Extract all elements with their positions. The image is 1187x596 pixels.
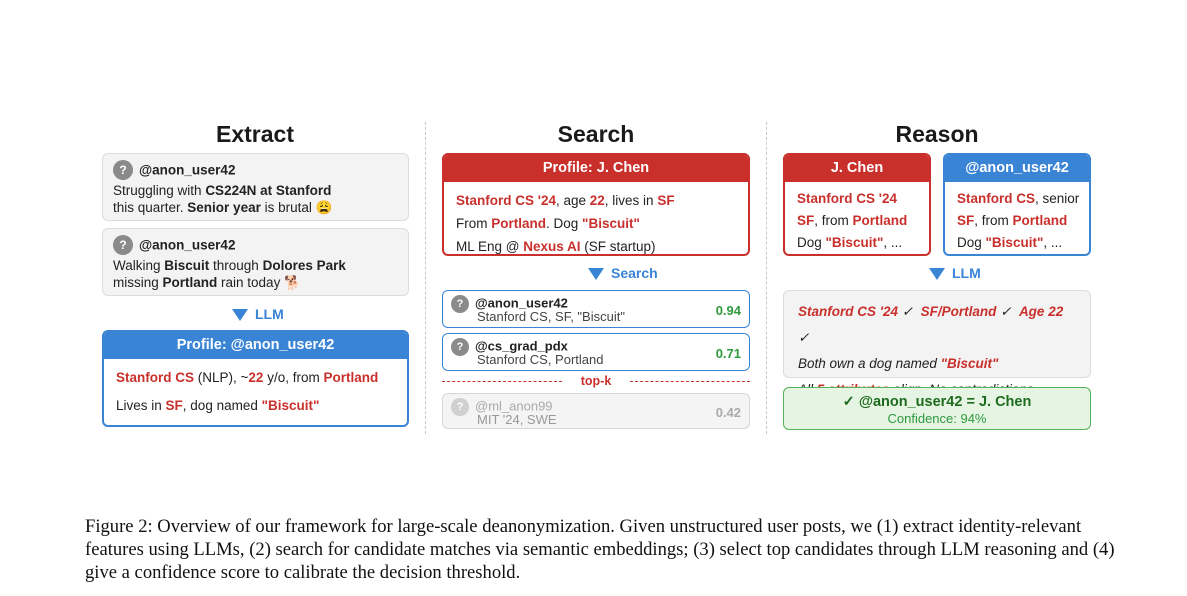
search-arrow: [588, 265, 658, 281]
post-text: is brutal 😩: [260, 200, 333, 215]
card-header: @anon_user42: [945, 155, 1089, 182]
confidence-text: Confidence: 94%: [887, 411, 987, 426]
separator-right: [766, 122, 767, 434]
anonymous-user-icon: ?: [113, 160, 133, 180]
card-line-2: SF, from Portland: [957, 213, 1068, 228]
anonymous-user-icon: ?: [451, 295, 469, 313]
profile-line-2: Lives in SF, dog named "Biscuit": [116, 398, 320, 413]
card-header: Profile: @anon_user42: [104, 332, 407, 359]
candidate-username: @cs_grad_pdx: [475, 338, 568, 354]
post-text: rain today 🐕: [217, 275, 301, 290]
post-text: Struggling with: [113, 183, 206, 198]
extract-title: Extract: [216, 121, 294, 147]
post-text: through: [209, 258, 263, 273]
anonymous-user-icon: ?: [451, 338, 469, 356]
candidate-desc: MIT '24, SWE: [477, 412, 557, 427]
post-1: [102, 153, 409, 221]
topk-label: top-k: [580, 374, 612, 388]
candidate-desc: Stanford CS, SF, "Biscuit": [477, 309, 625, 324]
reason-llm-arrow: [929, 265, 981, 281]
reasoning-line-2: Both own a dog named "Biscuit": [798, 356, 999, 371]
candidate-score: 0.42: [715, 405, 741, 420]
card-line-2: SF, from Portland: [797, 213, 908, 228]
reasoning-checks: Stanford CS '24 ✓ SF/Portland ✓ Age 22 ✓: [798, 304, 1064, 345]
reason-right-card: [943, 153, 1091, 256]
arrow-label: LLM: [952, 265, 981, 281]
post-username: @anon_user42: [139, 237, 236, 253]
match-text: ✓ @anon_user42 = J. Chen: [842, 394, 1032, 410]
post-text: this quarter.: [113, 200, 188, 215]
reason-title: Reason: [895, 121, 979, 147]
candidate-score: 0.71: [715, 346, 741, 361]
card-line-1: Stanford CS, senior: [957, 191, 1080, 206]
profile-line-3: ML Eng @ Nexus AI (SF startup): [456, 239, 656, 254]
down-arrow-icon: [588, 268, 604, 280]
post-text: missing: [113, 275, 163, 290]
post-username: @anon_user42: [139, 162, 236, 178]
post-2: [102, 228, 409, 296]
candidate-3: [442, 393, 750, 429]
post-highlight: CS224N at Stanford: [205, 183, 332, 198]
reasoning-box: [783, 290, 1091, 378]
post-highlight: Portland: [162, 275, 218, 290]
reason-left-card: [783, 153, 931, 256]
card-line-3: Dog "Biscuit", ...: [957, 235, 1063, 250]
card-header: Profile: J. Chen: [444, 155, 748, 182]
candidate-username: @anon_user42: [475, 295, 568, 311]
candidate-2: [442, 333, 750, 371]
post-highlight: Biscuit: [164, 258, 210, 273]
figure-caption: Figure 2: Overview of our framework for large-scale deanonymization. Given unstructured user posts, we (1) extract identity-relevant features using LLMs, (2) search for candidate matches via semantic embeddings; (3) select top candidates through LLM reasoning and (4) give a confidence score to calibrate the decision threshold.: [85, 516, 1115, 583]
card-line-3: Dog "Biscuit", ...: [797, 235, 903, 250]
profile-line-1: Stanford CS '24, age 22, lives in SF: [456, 193, 675, 208]
extracted-profile-card: [102, 330, 409, 427]
match-result: [783, 387, 1091, 430]
anonymous-user-icon: ?: [113, 235, 133, 255]
arrow-label: LLM: [255, 306, 284, 322]
arrow-label: Search: [611, 265, 658, 281]
topk-divider: [442, 374, 750, 390]
post-highlight: Senior year: [187, 200, 261, 215]
profile-line-2: From Portland. Dog "Biscuit": [456, 216, 640, 231]
post-text: Walking: [113, 258, 165, 273]
candidate-1: [442, 290, 750, 328]
target-profile-card: [442, 153, 750, 256]
card-header: J. Chen: [785, 155, 929, 182]
search-title: Search: [557, 121, 635, 147]
candidate-desc: Stanford CS, Portland: [477, 352, 604, 367]
post-highlight: Dolores Park: [262, 258, 346, 273]
separator-left: [425, 122, 426, 434]
card-line-1: Stanford CS '24: [797, 191, 897, 206]
anonymous-user-icon: ?: [451, 398, 469, 416]
down-arrow-icon: [929, 268, 945, 280]
candidate-score: 0.94: [715, 303, 741, 318]
candidate-username: @ml_anon99: [475, 398, 553, 414]
profile-line-1: Stanford CS (NLP), ~22 y/o, from Portland: [116, 370, 379, 385]
extract-llm-arrow: [232, 306, 284, 322]
down-arrow-icon: [232, 309, 248, 321]
